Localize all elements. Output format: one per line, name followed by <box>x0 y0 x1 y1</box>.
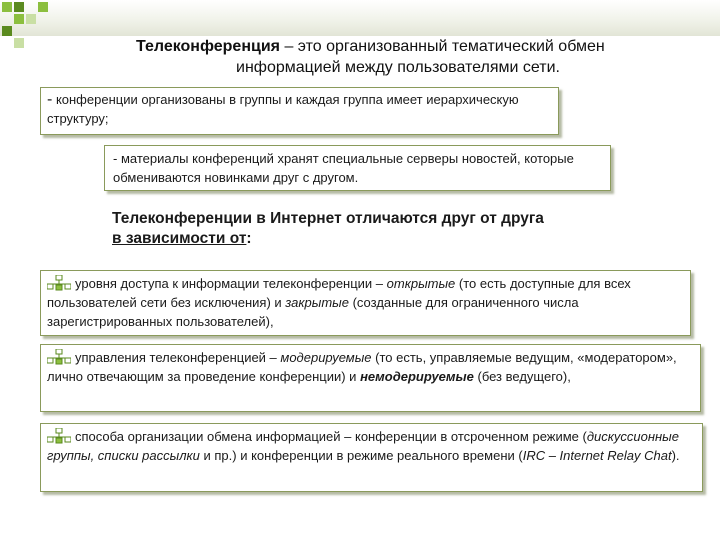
criterion-text: ). <box>671 448 680 463</box>
note-text-servers: - материалы конференций хранят специальные серверы новостей, которые обмениваются новинками друг с другом. <box>113 151 574 185</box>
criterion-text: и пр.) и конференции в режиме реального времени ( <box>199 448 523 463</box>
note-box-servers <box>104 145 611 191</box>
criterion-text: (созданные для ограниченного числа зарегистрированных пользователей), <box>47 295 579 329</box>
section-heading-colon: : <box>246 230 252 247</box>
criterion-text: уровня доступа к информации телеконференции – <box>75 276 387 291</box>
criterion-text: (без ведущего), <box>473 369 571 384</box>
criterion-text: способа организации обмена информацией – конференции в отсроченном режиме ( <box>75 429 587 444</box>
network-icon <box>47 428 71 444</box>
criterion-term: дискуссионные группы, списки рассылки <box>47 429 679 463</box>
criterion-term: немодерируемые <box>360 369 474 384</box>
criterion-box-access <box>40 270 691 336</box>
section-heading <box>112 209 672 249</box>
criterion-text: управления телеконференцией – <box>75 350 281 365</box>
note-text-groups: конференции организованы в группы и каждая группа имеет иерархическую структуру; <box>47 92 519 126</box>
criterion-term: закрытые <box>285 295 349 310</box>
note-box-groups <box>40 87 559 135</box>
decorative-squares <box>0 0 60 50</box>
title-term: Телеконференция <box>136 38 280 55</box>
section-heading-line1: Телеконференции в Интернет отличаются друг от друга <box>112 210 544 227</box>
title-definition-1: – это организованный тематический обмен <box>280 38 605 55</box>
page-title <box>136 36 676 78</box>
criterion-term: IRC – Internet Relay Chat <box>522 448 672 463</box>
criterion-box-moderation <box>40 344 701 412</box>
section-heading-underlined: в зависимости от <box>112 230 247 247</box>
network-icon <box>47 349 71 365</box>
criterion-term: модерируемые <box>280 350 372 365</box>
header-band <box>0 0 720 36</box>
criterion-text: (то есть доступные для всех пользователей сети без исключения) и <box>47 276 631 310</box>
network-icon <box>47 275 71 291</box>
criterion-box-exchange <box>40 423 703 492</box>
title-definition-2: информацией между пользователями сети. <box>236 59 560 76</box>
dash-marker: - <box>47 91 53 108</box>
criterion-term: открытые <box>386 276 456 291</box>
criterion-text: (то есть, управляемые ведущим, «модератором», лично отвечающим за проведение конференции) и <box>47 350 677 384</box>
